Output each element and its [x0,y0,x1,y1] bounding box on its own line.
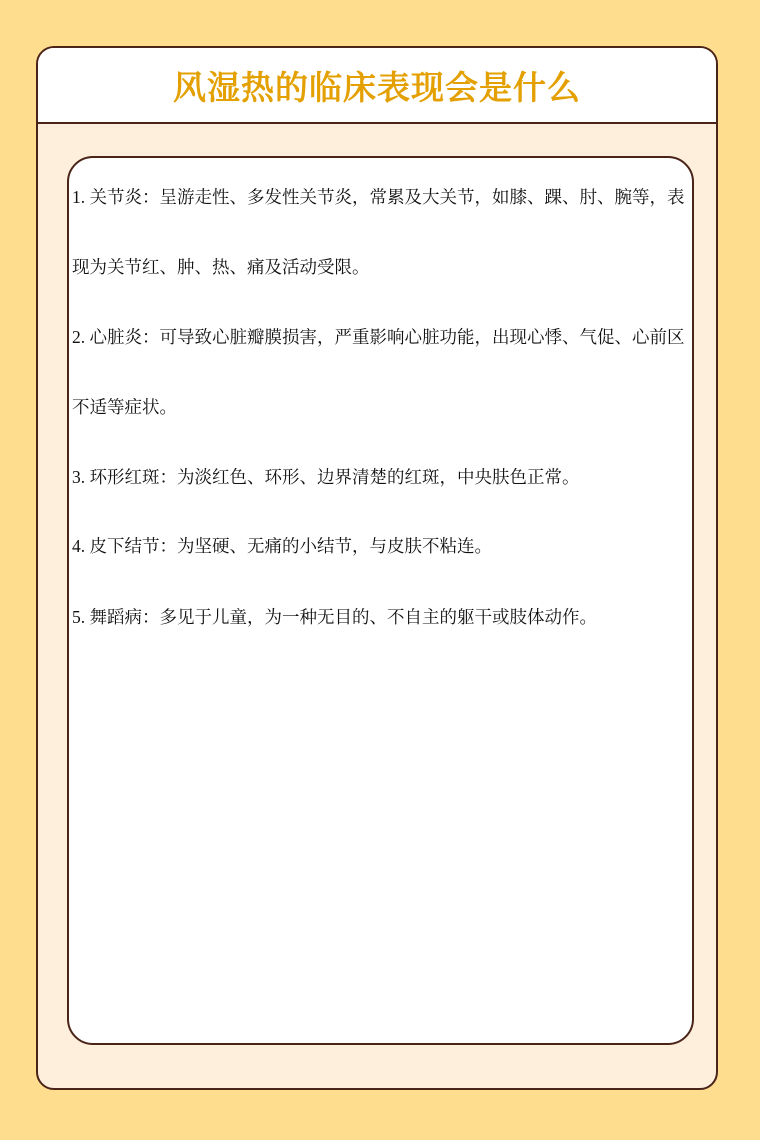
item-number: 2. [72,327,90,347]
list-item [72,162,692,303]
item-text: 环形红斑：为淡红色、环形、边界清楚的红斑，中央肤色正常。 [89,468,580,488]
item-number: 1. [72,187,90,207]
item-text: 关节炎：呈游走性、多发性关节炎，常累及大关节，如膝、踝、肘、腕等，表现为关节红、肿、热、痛及活动受限。 [72,188,685,278]
title-bar [38,48,716,124]
item-text: 舞蹈病：多见于儿童，为一种无目的、不自主的躯干或肢体动作。 [89,608,597,628]
content-card [67,156,694,1045]
list-item [72,582,692,653]
list-item [72,302,692,443]
item-text: 皮下结节：为坚硬、无痛的小结节，与皮肤不粘连。 [89,537,492,557]
item-number: 5. [72,607,90,627]
page-title: 风湿热的临床表现会是什么 [173,67,581,107]
item-number: 4. [72,536,90,556]
item-number: 3. [72,467,90,487]
list-item [72,442,692,513]
item-text: 心脏炎：可导致心脏瓣膜损害，严重影响心脏功能，出现心悸、气促、心前区不适等症状。 [72,328,685,418]
list-item [72,511,692,582]
